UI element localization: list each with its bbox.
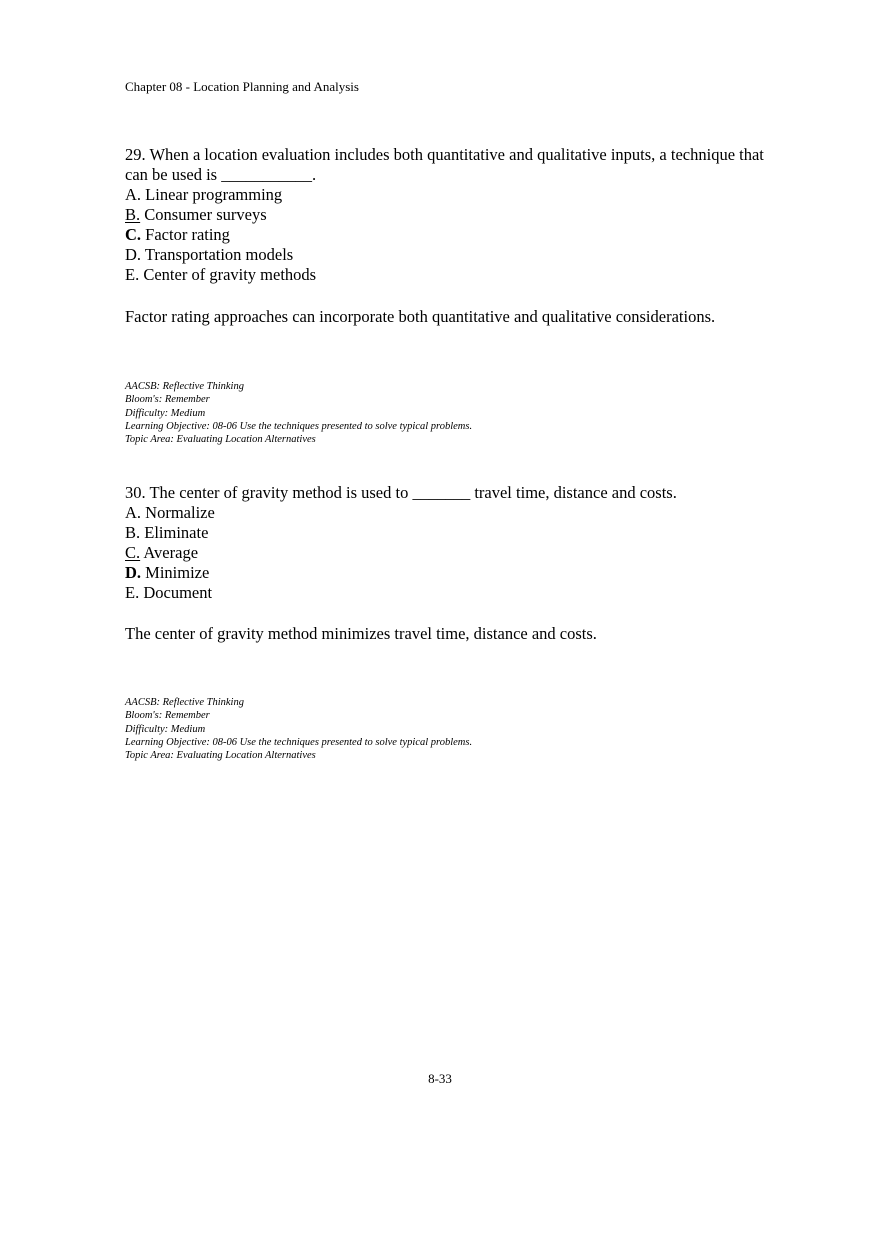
choice-letter: D. (125, 563, 142, 582)
choice-text: Normalize (141, 503, 215, 522)
choice-a (125, 503, 785, 523)
choice-text: Consumer surveys (140, 205, 267, 224)
choice-text: Document (139, 583, 213, 602)
meta-difficulty: Difficulty: Medium (125, 723, 206, 735)
choice-text: Average (140, 543, 199, 562)
question-stem: 29. When a location evaluation includes both quantitative and qualitative inputs, a technique that can be used is ___________. (125, 145, 764, 184)
choice-b (125, 205, 785, 225)
choice-letter: A. (125, 503, 142, 522)
meta-learning-objective: Learning Objective: 08-06 Use the techniques presented to solve typical problems. (125, 736, 473, 748)
choice-d-correct (125, 563, 785, 583)
explanation-30: The center of gravity method minimizes travel time, distance and costs. (125, 624, 597, 643)
choice-text: Eliminate (140, 523, 209, 542)
choice-letter: B. (125, 523, 141, 542)
choice-c (125, 543, 785, 563)
meta-blooms: Bloom's: Remember (125, 394, 210, 406)
choice-letter: C. (125, 225, 142, 244)
choice-text: Center of gravity methods (139, 265, 317, 284)
question-29 (125, 145, 785, 285)
explanation-29: Factor rating approaches can incorporate both quantitative and qualitative considerations. (125, 307, 716, 326)
choice-text: Transportation models (141, 245, 294, 264)
choice-a (125, 185, 785, 205)
page-number: 8-33 (428, 1071, 452, 1086)
choice-c-correct (125, 225, 785, 245)
choice-d (125, 245, 785, 265)
meta-blooms: Bloom's: Remember (125, 710, 210, 722)
choice-text: Factor rating (141, 225, 230, 244)
meta-topic-area: Topic Area: Evaluating Location Alternatives (125, 434, 316, 446)
choice-b (125, 523, 785, 543)
choice-letter: C. (125, 543, 141, 562)
meta-topic-area: Topic Area: Evaluating Location Alternatives (125, 750, 316, 762)
chapter-header: Chapter 08 - Location Planning and Analysis (125, 79, 359, 94)
metadata-29 (125, 380, 472, 446)
choice-e (125, 265, 785, 285)
choice-letter: E. (125, 583, 140, 602)
meta-learning-objective: Learning Objective: 08-06 Use the techniques presented to solve typical problems. (125, 420, 473, 432)
choice-letter: D. (125, 245, 142, 264)
question-stem: 30. The center of gravity method is used to _______ travel time, distance and costs. (125, 483, 677, 502)
meta-aacsb: AACSB: Reflective Thinking (125, 697, 244, 708)
metadata-30 (125, 696, 472, 762)
choice-letter: A. (125, 185, 142, 204)
question-30 (125, 483, 785, 603)
meta-aacsb: AACSB: Reflective Thinking (125, 381, 244, 392)
choice-letter: E. (125, 265, 140, 284)
choice-e (125, 583, 785, 603)
meta-difficulty: Difficulty: Medium (125, 407, 206, 419)
choice-letter: B. (125, 205, 141, 224)
choice-text: Linear programming (141, 185, 283, 204)
choice-text: Minimize (141, 563, 210, 582)
